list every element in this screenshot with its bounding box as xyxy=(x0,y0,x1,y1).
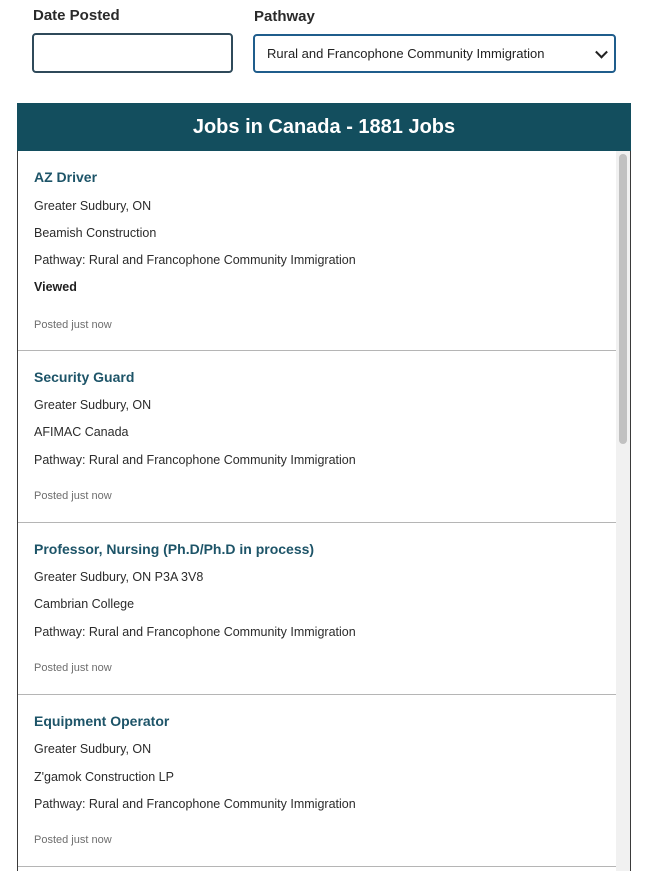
job-pathway: Pathway: Rural and Francophone Community Immigration xyxy=(34,253,356,267)
job-location: Greater Sudbury, ON P3A 3V8 xyxy=(34,570,204,584)
job-card[interactable] xyxy=(18,523,616,695)
jobs-header-title: Jobs in Canada - 1881 Jobs xyxy=(192,115,456,138)
jobs-list xyxy=(18,151,616,867)
pathway-label: Pathway xyxy=(254,8,315,25)
jobs-scrollbar[interactable] xyxy=(616,151,630,871)
job-title-link[interactable]: Equipment Operator xyxy=(34,713,170,729)
job-pathway: Pathway: Rural and Francophone Community Immigration xyxy=(34,797,356,811)
job-company: Cambrian College xyxy=(34,597,135,611)
job-posted-time: Posted just now xyxy=(34,662,112,674)
date-posted-label: Date Posted xyxy=(33,7,120,24)
job-viewed-status: Viewed xyxy=(34,280,77,294)
pathway-select[interactable] xyxy=(253,34,616,73)
job-company: AFIMAC Canada xyxy=(34,425,129,439)
job-card[interactable] xyxy=(18,695,616,867)
job-card[interactable] xyxy=(18,351,616,523)
date-posted-input[interactable] xyxy=(32,33,233,73)
job-posted-time: Posted just now xyxy=(34,490,112,502)
job-posted-time: Posted just now xyxy=(34,834,112,846)
chevron-down-icon xyxy=(595,45,608,58)
pathway-selected-value: Rural and Francophone Community Immigration xyxy=(267,46,545,61)
jobs-header xyxy=(17,103,631,151)
job-company: Beamish Construction xyxy=(34,226,157,240)
job-pathway: Pathway: Rural and Francophone Community Immigration xyxy=(34,453,356,467)
job-title-link[interactable]: AZ Driver xyxy=(34,169,98,185)
job-title-link[interactable]: Professor, Nursing (Ph.D/Ph.D in process) xyxy=(34,541,315,557)
job-location: Greater Sudbury, ON xyxy=(34,398,152,412)
job-posted-time: Posted just now xyxy=(34,319,112,331)
job-location: Greater Sudbury, ON xyxy=(34,742,152,756)
job-location: Greater Sudbury, ON xyxy=(34,199,152,213)
jobs-scrollbar-thumb[interactable] xyxy=(619,154,627,444)
job-company: Z'gamok Construction LP xyxy=(34,770,174,784)
jobs-list-panel[interactable] xyxy=(17,151,631,871)
job-pathway: Pathway: Rural and Francophone Community Immigration xyxy=(34,625,356,639)
job-card[interactable] xyxy=(18,151,616,351)
job-title-link[interactable]: Security Guard xyxy=(34,369,135,385)
